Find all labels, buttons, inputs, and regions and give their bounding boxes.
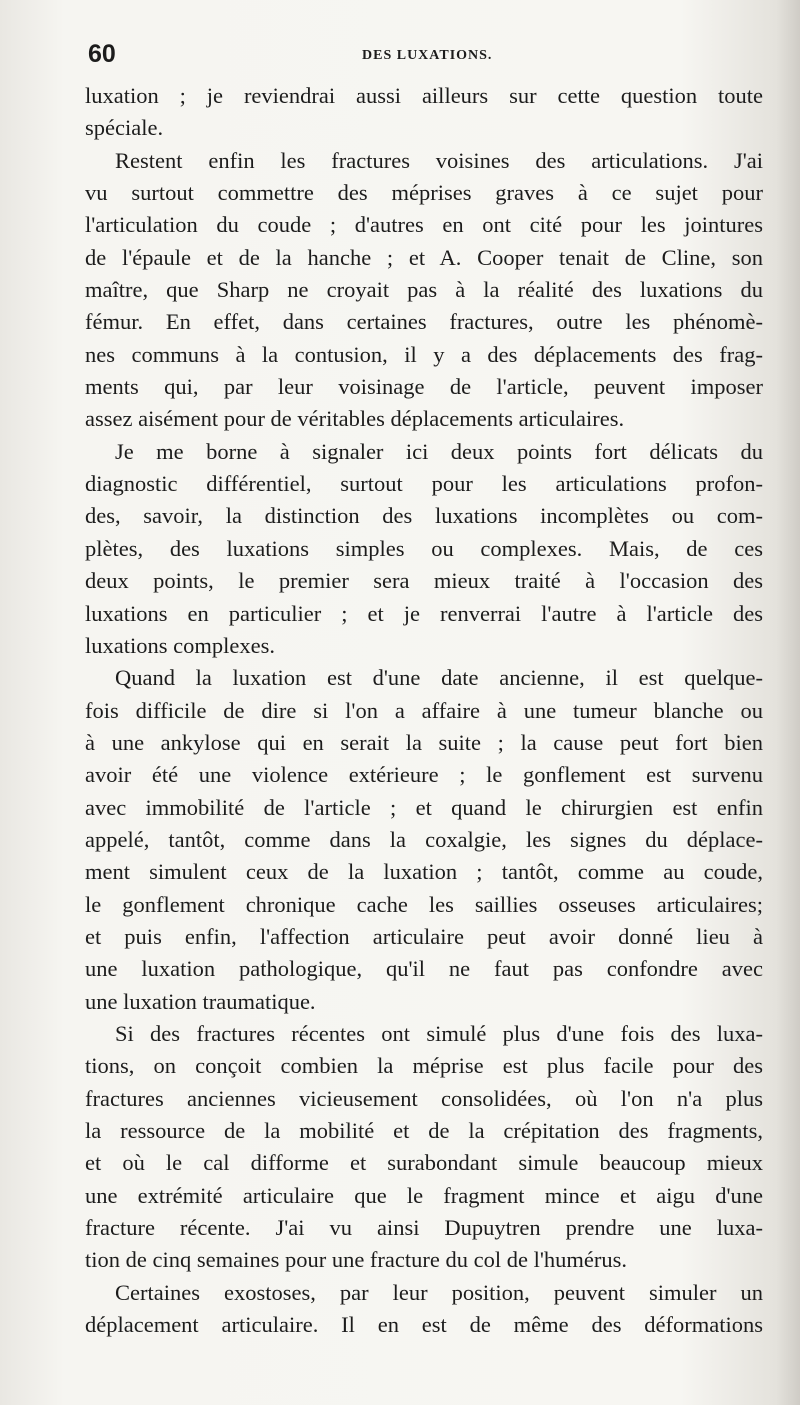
text-line: plètes, des luxations simples ou complexes. Mais, de ces: [85, 535, 763, 561]
text-line: fémur. En effet, dans certaines fractures, outre les phénomè-: [85, 309, 763, 335]
text-line: tion de cinq semaines pour une fracture du col de l'humérus.: [85, 1247, 628, 1273]
text-line: avoir été une violence extérieure ; le gonflement est survenu: [85, 762, 763, 788]
text-line: une luxation pathologique, qu'il ne faut pas confondre avec: [85, 956, 763, 982]
text-line: fracture récente. J'ai vu ainsi Dupuytren prendre une luxa-: [85, 1215, 763, 1241]
text-line: ment simulent ceux de la luxation ; tantôt, comme au coude,: [85, 859, 763, 885]
text-line: avec immobilité de l'article ; et quand le chirurgien est enfin: [85, 794, 763, 820]
text-line: Je me borne à signaler ici deux points fort délicats du: [115, 438, 763, 464]
text-line: luxations complexes.: [85, 632, 275, 658]
text-line: fois difficile de dire si l'on a affaire à une tumeur blanche ou: [85, 697, 763, 723]
text-line: appelé, tantôt, comme dans la coxalgie, les signes du déplace-: [85, 826, 763, 852]
text-line: une luxation traumatique.: [85, 988, 316, 1014]
running-title: DES LUXATIONS.: [362, 48, 493, 63]
text-line: Quand la luxation est d'une date ancienne, il est quelque-: [115, 665, 763, 691]
text-line: Si des fractures récentes ont simulé plus d'une fois des luxa-: [115, 1020, 763, 1046]
text-line: ments qui, par leur voisinage de l'article, peuvent imposer: [85, 374, 763, 400]
text-line: la ressource de la mobilité et de la crépitation des fragments,: [85, 1118, 763, 1143]
text-line: Restent enfin les fractures voisines des articulations. J'ai: [115, 147, 763, 173]
text-line: et où le cal difforme et surabondant simule beaucoup mieux: [85, 1150, 763, 1176]
text-line: fractures anciennes vicieusement consolidées, où l'on n'a plus: [85, 1085, 763, 1111]
text-line: de l'épaule et de la hanche ; et A. Cooper tenait de Cline, son: [85, 244, 763, 270]
body-text: [85, 80, 763, 1341]
text-line: vu surtout commettre des méprises graves à ce sujet pour: [85, 180, 763, 206]
text-line: maître, que Sharp ne croyait pas à la réalité des luxations du: [85, 277, 763, 303]
text-line: assez aisément pour de véritables déplacements articulaires.: [85, 406, 625, 432]
page-number: 60: [88, 40, 116, 68]
text-line: l'articulation du coude ; d'autres en ont cité pour les jointures: [85, 212, 763, 238]
text-line: tions, on conçoit combien la méprise est plus facile pour des: [85, 1053, 763, 1079]
text-line: déplacement articulaire. Il en est de même des déformations: [85, 1312, 763, 1338]
page-header: [88, 40, 760, 70]
text-line: deux points, le premier sera mieux traité à l'occasion des: [85, 568, 763, 594]
text-line: et puis enfin, l'affection articulaire peut avoir donné lieu à: [85, 923, 763, 949]
text-line: luxations en particulier ; et je renverrai l'autre à l'article des: [85, 600, 763, 626]
text-line: diagnostic différentiel, surtout pour les articulations profon-: [85, 471, 763, 497]
text-line: le gonflement chronique cache les saillies osseuses articulaires;: [85, 891, 763, 917]
text-line: Certaines exostoses, par leur position, peuvent simuler un: [115, 1279, 763, 1305]
text-line: des, savoir, la distinction des luxations incomplètes ou com-: [85, 503, 763, 529]
text-line: spéciale.: [85, 115, 164, 141]
text-line: nes communs à la contusion, il y a des déplacements des frag-: [85, 341, 763, 367]
text-line: une extrémité articulaire que le fragment mince et aigu d'une: [85, 1182, 763, 1208]
text-line: à une ankylose qui en serait la suite ; la cause peut fort bien: [85, 729, 763, 755]
text-line: luxation ; je reviendrai aussi ailleurs sur cette question toute: [85, 83, 763, 108]
